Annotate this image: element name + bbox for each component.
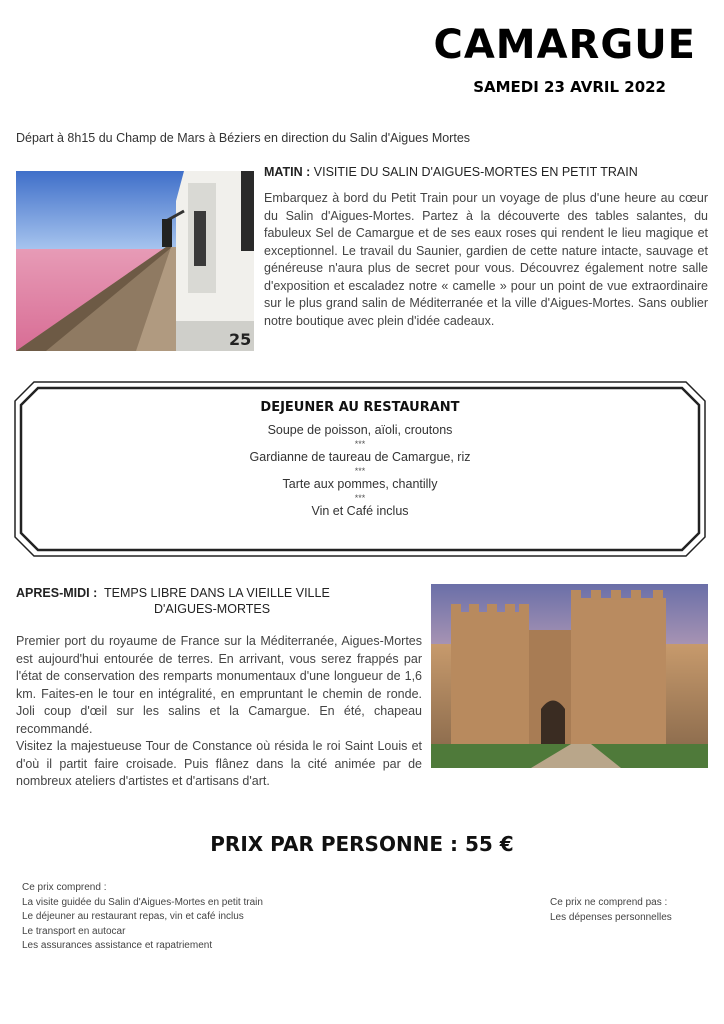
lunch-menu xyxy=(14,400,706,520)
aigues-mortes-ramparts-photo xyxy=(431,584,708,768)
afternoon-paragraph-2: Visitez la majestueuse Tour de Constance où résida le roi Saint Louis et d'où il partit faire croisade. Puis flânez dans la cité animée par de nombreux ateliers d'artistes et d'artisans d'art. xyxy=(16,739,422,788)
afternoon-title-line1: TEMPS LIBRE DANS LA VIEILLE VILLE xyxy=(103,586,330,600)
includes-item: Les assurances assistance et rapatriement xyxy=(22,940,213,951)
menu-separator: *** xyxy=(354,466,366,476)
petit-train-photo xyxy=(16,171,254,351)
departure-info: Départ à 8h15 du Champ de Mars à Béziers en direction du Salin d'Aigues Mortes xyxy=(16,131,471,145)
morning-title: VISITIE DU SALIN D'AIGUES-MORTES EN PETIT TRAIN xyxy=(313,165,638,179)
excludes-title: Ce prix ne comprend pas : xyxy=(550,897,668,908)
morning-description: Embarquez à bord du Petit Train pour un voyage de plus d'une heure au cœur du Salin d'Aigues-Mortes. Partez à la découverte des tables salantes, du fabuleux Sel de Camargue et de ses eaux roses qui rendent le lieu magique et exceptionnel. Le travail du Saunier, gardien de cette nature intacte, sauvage et généreuse n'aura plus de secret pour vous. Découvrez également notre salle d'exposition et escaladez notre « camelle » pour un point de vue extraordinaire sur le plus grand salin de Méditerranée et la ville d'Aigues-Mortes. Sans oublier notre boutique avec plein d'idée cadeaux. xyxy=(264,191,708,328)
afternoon-description xyxy=(16,633,422,791)
dish-dessert: Tarte aux pommes, chantilly xyxy=(282,477,438,491)
afternoon-label: APRES-MIDI : xyxy=(16,586,98,600)
lunch-title: DEJEUNER AU RESTAURANT xyxy=(260,400,460,415)
afternoon-heading xyxy=(16,584,330,602)
morning-label: MATIN : xyxy=(264,165,311,179)
price-includes xyxy=(22,881,263,954)
morning-heading xyxy=(264,165,638,179)
menu-separator: *** xyxy=(354,439,366,449)
price-per-person: PRIX PAR PERSONNE : 55 € xyxy=(210,832,514,856)
train-number: 25 xyxy=(229,330,252,349)
event-date: SAMEDI 23 AVRIL 2022 xyxy=(473,78,666,96)
dish-drinks: Vin et Café inclus xyxy=(311,504,409,518)
includes-item: Le déjeuner au restaurant repas, vin et café inclus xyxy=(22,911,244,922)
includes-item: La visite guidée du Salin d'Aigues-Mortes en petit train xyxy=(22,896,263,908)
price-excludes xyxy=(550,896,672,925)
menu-separator: *** xyxy=(354,493,366,503)
afternoon-paragraph-1: Premier port du royaume de France sur la Méditerranée, Aigues-Mortes est aujourd'hui entourée de terres. En arrivant, vous serez frappés par l'état de conservation des remparts monumentaux d'une longueur de 1,6 km. Faites-en le tour en intégralité, en empruntant le chemin de ronde. Joli coup d'œil sur les salins et la Camargue. En été, chapeau recommandé. xyxy=(16,634,422,736)
excludes-item: Les dépenses personnelles xyxy=(550,911,672,923)
includes-title: Ce prix comprend : xyxy=(22,882,107,893)
afternoon-title-line2: D'AIGUES-MORTES xyxy=(154,602,271,616)
includes-item: Le transport en autocar xyxy=(22,925,126,937)
page-title: CAMARGUE xyxy=(433,22,696,68)
dish-starter: Soupe de poisson, aïoli, croutons xyxy=(267,423,453,437)
dish-main: Gardianne de taureau de Camargue, riz xyxy=(249,450,471,464)
